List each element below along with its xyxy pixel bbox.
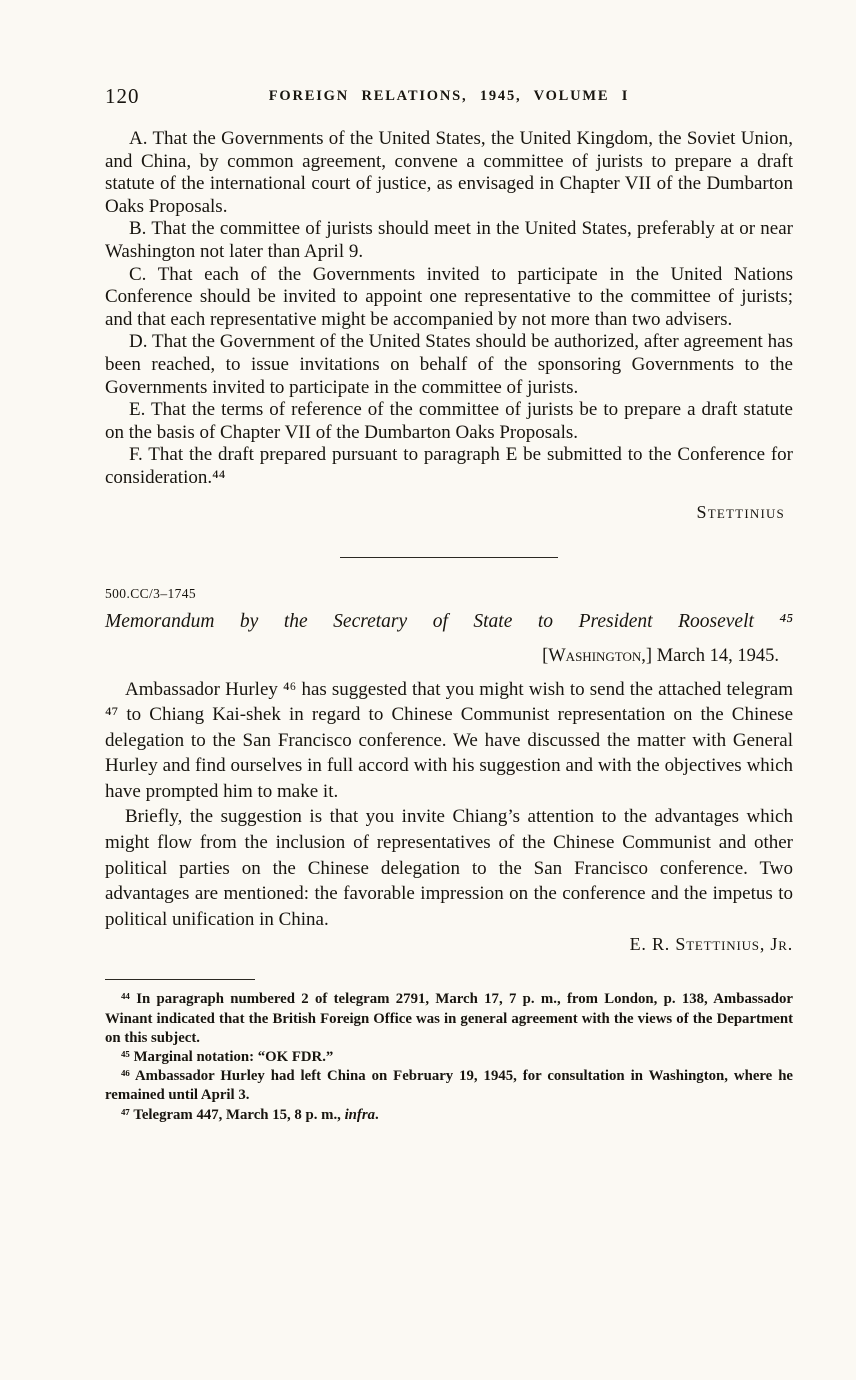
dateline xyxy=(105,646,793,667)
footnote-47-suffix: . xyxy=(375,1106,379,1123)
paragraph-c: C. That each of the Governments invited to participate in the United Nations Conference should be invited to appoint one representative to the committee of jurists; and that each representative might be accompanied by not more than two advisers. xyxy=(105,263,793,330)
paragraph-d: D. That the Government of the United States should be authorized, after agreement has been reached, to issue invitations on behalf of the sponsoring Governments to the Governments invited to participate in the committee of jurists. xyxy=(105,331,793,398)
section-divider-rule xyxy=(340,557,558,558)
memo-body xyxy=(105,677,793,956)
running-head: FOREIGN RELATIONS, 1945, VOLUME I xyxy=(268,88,630,104)
paragraph-f: F. That the draft prepared pursuant to paragraph E be submitted to the Conference for consideration.⁴⁴ xyxy=(105,444,793,488)
footnote-47-italic-text: infra xyxy=(344,1106,375,1123)
file-reference: 500.CC/3–1745 xyxy=(105,585,197,601)
dateline-date: March 14, 1945. xyxy=(656,645,779,666)
footnote-45 xyxy=(105,1048,793,1067)
footnote-44-text: In paragraph numbered 2 of telegram 2791, March 17, 7 p. m., from London, p. 138, Ambassador Winant indicated that the British Foreign Office was in general agreement with the views of the Department on this subject. xyxy=(105,991,793,1046)
footnote-rule xyxy=(105,979,255,980)
memo-title: Memorandum by the Secretary of State to President Roosevelt ⁴⁵ xyxy=(105,610,793,632)
footnotes-section xyxy=(105,979,793,1124)
footnote-46-marker: ⁴⁶ xyxy=(121,1068,130,1085)
footnote-47-text: Telegram 447, March 15, 8 p. m., xyxy=(133,1106,345,1123)
footnote-46 xyxy=(105,1067,793,1105)
memorandum-section xyxy=(105,586,793,956)
memo-paragraph-1: Ambassador Hurley ⁴⁶ has suggested that you might wish to send the attached telegram ⁴⁷ to Chiang Kai-shek in regard to Chinese Communist representation on the Chinese delegation to the San Francisco conference. We have discussed the matter with General Hurley and find ourselves in full accord with his suggestion and with the objectives which have prompted him to make it. xyxy=(105,678,793,802)
footnote-44 xyxy=(105,990,793,1048)
dateline-place: [Washington,] xyxy=(542,645,653,666)
footnote-46-text: Ambassador Hurley had left China on February 19, 1945, for consultation in Washington, where he remained until April 3. xyxy=(105,1068,793,1104)
footnote-47-marker: ⁴⁷ xyxy=(121,1106,130,1123)
signature-stettinius: Stettinius xyxy=(696,501,785,522)
footnote-44-marker: ⁴⁴ xyxy=(121,991,130,1008)
footnote-47 xyxy=(105,1106,793,1125)
page-number: 120 xyxy=(105,84,140,108)
footnote-45-text: Marginal notation: “OK FDR.” xyxy=(133,1049,334,1066)
page-header xyxy=(105,84,793,112)
signature-stettinius-jr: E. R. Stettinius, Jr. xyxy=(629,934,793,955)
memo-paragraph-2: Briefly, the suggestion is that you invite Chiang’s attention to the advantages which might flow from the inclusion of representatives of the Chinese Communist and other political parties on the Chinese delegation to the San Francisco conference. Two advantages are mentioned: the favorable impression on the conference and the impetus to political unification in China. xyxy=(105,806,793,930)
aide-memoire-section xyxy=(105,128,793,523)
paragraph-b: B. That the committee of jurists should meet in the United States, preferably at or near Washington not later than April 9. xyxy=(105,218,793,262)
paragraph-a: A. That the Governments of the United States, the United Kingdom, the Soviet Union, and China, by common agreement, convene a committee of jurists to prepare a draft statute of the international court of justice, as envisaged in Chapter VII of the Dumbarton Oaks Proposals. xyxy=(105,128,793,217)
footnote-45-marker: ⁴⁵ xyxy=(121,1049,130,1066)
paragraph-e: E. That the terms of reference of the committee of jurists be to prepare a draft statute on the basis of Chapter VII of the Dumbarton Oaks Proposals. xyxy=(105,399,793,443)
